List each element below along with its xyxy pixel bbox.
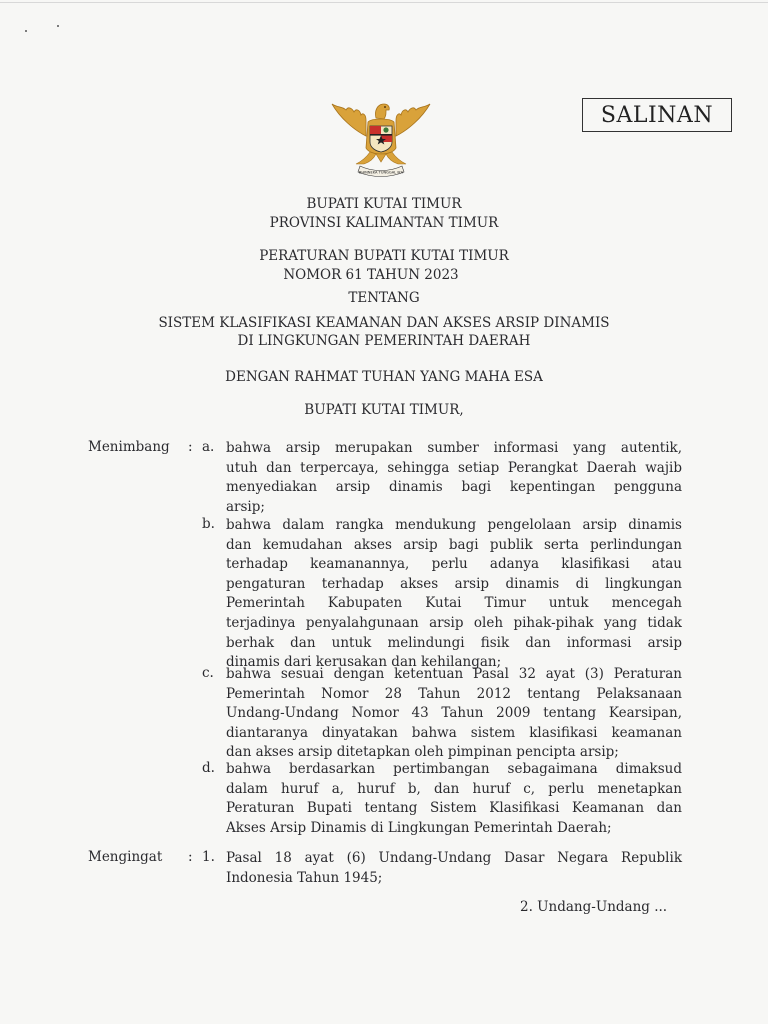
blessing-line: DENGAN RAHMAT TUHAN YANG MAHA ESA bbox=[225, 369, 543, 385]
mengingat-colon: : bbox=[188, 849, 193, 865]
subject-line-2: DI LINGKUNGAN PEMERINTAH DAERAH bbox=[237, 333, 531, 349]
menimbang-item-a bbox=[226, 439, 682, 517]
scan-speck bbox=[57, 25, 59, 27]
text-line: bahwa sesuai dengan ketentuan Pasal 32 ayat (3) Peraturan bbox=[226, 666, 682, 682]
text-line: dan akses arsip ditetapkan oleh pimpinan pencipta arsip; bbox=[226, 744, 619, 761]
text-line: dalam huruf a, huruf b, dan huruf c, perlu menetapkan bbox=[226, 780, 682, 797]
text-line: dinamis dari kerusakan dan kehilangan; bbox=[226, 654, 502, 671]
text-line: Pemerintah Kabupaten Kutai Timur untuk mencegah bbox=[226, 595, 682, 612]
regulation-title: PERATURAN BUPATI KUTAI TIMUR bbox=[259, 248, 509, 264]
menimbang-label: Menimbang bbox=[88, 439, 170, 455]
text-line: Akses Arsip Dinamis di Lingkungan Pemerintah Daerah; bbox=[226, 819, 612, 836]
mengingat-label: Mengingat bbox=[88, 849, 163, 865]
menimbang-marker-b: b. bbox=[202, 516, 215, 532]
menimbang-item-d bbox=[226, 760, 682, 838]
menimbang-marker-a: a. bbox=[202, 439, 215, 455]
menimbang-item-c bbox=[226, 665, 682, 763]
text-line: bahwa berdasarkan pertimbangan sebagaimana dimaksud bbox=[226, 761, 682, 777]
menimbang-item-b bbox=[226, 516, 682, 673]
text-line: menyediakan arsip dinamis bagi kepentingan pengguna bbox=[226, 479, 682, 496]
text-line: diantaranya dinyatakan bahwa sistem klasifikasi keamanan bbox=[226, 724, 682, 741]
text-line: terjadinya penyalahgunaan arsip oleh pihak-pihak yang tidak bbox=[226, 614, 682, 631]
salinan-stamp bbox=[582, 98, 732, 132]
mengingat-item-1 bbox=[226, 849, 682, 888]
subject-line-1: SISTEM KLASIFIKASI KEAMANAN DAN AKSES ARSIP DINAMIS bbox=[158, 315, 610, 331]
text-line: Pasal 18 ayat (6) Undang-Undang Dasar Negara Republik bbox=[226, 850, 682, 866]
menimbang-colon: : bbox=[188, 439, 193, 455]
garuda-pancasila-emblem-icon bbox=[326, 96, 436, 180]
text-line: Peraturan Bupati tentang Sistem Klasifikasi Keamanan dan bbox=[226, 800, 682, 817]
text-line: arsip; bbox=[226, 498, 265, 515]
scan-edge-line bbox=[0, 2, 768, 3]
text-line: terhadap keamanannya, perlu adanya klasifikasi atau bbox=[226, 556, 682, 573]
authority-line: BUPATI KUTAI TIMUR, bbox=[304, 402, 464, 418]
text-line: berhak dan untuk melindungi fisik dan informasi arsip bbox=[226, 634, 682, 651]
scan-speck bbox=[25, 30, 27, 32]
menimbang-marker-c: c. bbox=[202, 665, 214, 681]
text-line: pengaturan terhadap akses arsip dinamis di lingkungan bbox=[226, 575, 682, 592]
header-regent-title: BUPATI KUTAI TIMUR bbox=[306, 196, 462, 212]
text-line: bahwa dalam rangka mendukung pengelolaan arsip dinamis bbox=[226, 517, 682, 533]
text-line: Pemerintah Nomor 28 Tahun 2012 tentang Pelaksanaan bbox=[226, 685, 682, 702]
salinan-label: SALINAN bbox=[600, 102, 714, 128]
about-label: TENTANG bbox=[348, 290, 420, 306]
text-line: dan kemudahan akses arsip bagi publik serta perlindungan bbox=[226, 536, 682, 553]
text-line: Undang-Undang Nomor 43 Tahun 2009 tentang Kearsipan, bbox=[226, 705, 682, 722]
text-line: utuh dan terpercaya, sehingga setiap Perangkat Daerah wajib bbox=[226, 459, 682, 476]
motto-ribbon-text: BHINNEKA TUNGGAL IKA bbox=[358, 170, 404, 175]
menimbang-marker-d: d. bbox=[202, 760, 215, 776]
text-line: Indonesia Tahun 1945; bbox=[226, 869, 383, 886]
regulation-number: NOMOR 61 TAHUN 2023 bbox=[283, 267, 459, 283]
mengingat-marker-1: 1. bbox=[202, 849, 215, 865]
header-province: PROVINSI KALIMANTAN TIMUR bbox=[269, 215, 499, 231]
text-line: bahwa arsip merupakan sumber informasi yang autentik, bbox=[226, 440, 682, 456]
continuation-marker: 2. Undang-Undang ... bbox=[520, 899, 668, 915]
